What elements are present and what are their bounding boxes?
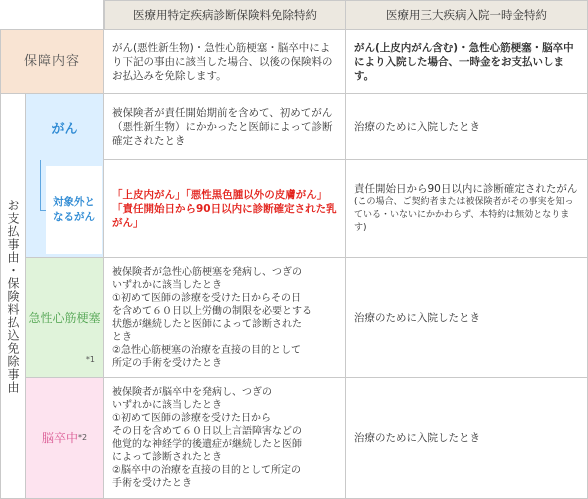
taishougai-label-line1: 対象外と (53, 196, 95, 208)
nousotchu-col2-text: 治療のために入院したとき (354, 432, 480, 444)
kinkou-label: 急性心筋梗塞 (28, 310, 101, 325)
kinkou-mark: *1 (85, 355, 95, 364)
hoshou-label-cell (0, 30, 104, 94)
kinkou-col1-line: ②急性心筋梗塞の治療を直接の目的として (112, 344, 301, 356)
hoshou-col1-cell (104, 30, 346, 94)
gan-connector-vertical (40, 160, 41, 210)
kinkou-label-cell (26, 258, 104, 378)
header-col1-text: 医療用特定疾病診断保険料免除特約 (133, 8, 317, 22)
gan-col2-text: 治療のために入院したとき (354, 120, 480, 133)
nousotchu-col2-cell (346, 378, 588, 499)
taishougai-col2-cell (346, 160, 588, 258)
kinkou-col1-cell (104, 258, 346, 378)
nousotchu-col1-line: 手術を受けたとき (112, 478, 192, 489)
hoshou-label: 保障内容 (23, 53, 80, 69)
gan-col1-cell (104, 94, 346, 160)
side-label: お支払事由・保険料払込免除事由 (6, 198, 20, 394)
header-col1 (104, 0, 346, 30)
kinkou-col2-cell (346, 258, 588, 378)
nousotchu-mark: *2 (77, 433, 88, 442)
header-col2-text: 医療用三大疾病入院一時金特約 (386, 8, 547, 22)
nousotchu-label-cell (26, 378, 104, 499)
nousotchu-col1-line: ②脳卒中の治療を直接の目的として所定の (112, 465, 301, 476)
kinkou-col2-text: 治療のために入院したとき (354, 311, 480, 324)
nousotchu-col1-line: 他覚的な神経学的後遺症が継続したと医師 (112, 439, 302, 450)
gan-col1-text: 被保険者が責任開始期前を含めて、初めてがん（悪性新生物）にかかったと医師によって診断確定されたとき (112, 106, 333, 147)
taishougai-col2-note: (この場合、ご契約者または被保険者がその事実を知っている・いないにかかわらず、本特約は無効となります) (354, 197, 574, 233)
kinkou-col1-line: 所定の手術を受けたとき (112, 357, 222, 369)
hoshou-col2-cell (346, 30, 588, 94)
nousotchu-col1-line: いずれかに該当したとき (112, 400, 222, 411)
gan-col2-cell (346, 94, 588, 160)
gan-label: がん (51, 121, 78, 137)
nousotchu-col1-line: その日を含めて６０日以上言語障害などの (112, 426, 302, 437)
nousotchu-col1-line: 被保険者が脳卒中を発病し、つぎの (112, 387, 272, 398)
hoshou-col2-text: がん(上皮内がん含む)・急性心筋梗塞・脳卒中により入院した場合、一時金をお支払いします。 (354, 41, 574, 82)
header-blank-cell (0, 0, 104, 30)
taishougai-col2-main: 責任開始日から90日以内に診断確定されたがん (354, 183, 578, 195)
taishougai-label-line2: なるがん (53, 211, 95, 223)
taishougai-col1-cell (104, 160, 346, 258)
hoshou-col1-text: がん(悪性新生物)・急性心筋梗塞・脳卒中により下記の事由に該当した場合、以後の保険料のお払込みを免除します。 (112, 41, 333, 82)
nousotchu-col1-cell (104, 378, 346, 499)
side-label-cell (0, 94, 26, 499)
taishougai-col1-line2: 「責任開始日から90日以内に診断確定された乳がん」 (112, 202, 337, 229)
kinkou-col1-line: 状態が継続したと医師によって診断された (112, 318, 302, 330)
taishougai-label-box (46, 166, 102, 254)
taishougai-col1-line1: 「上皮内がん」「悪性黒色腫以外の皮膚がん」 (112, 188, 328, 201)
nousotchu-col1-line: によって診断されたとき (112, 452, 222, 463)
kinkou-col1-line: とき (112, 331, 132, 343)
nousotchu-label: 脳卒中 (41, 431, 78, 445)
kinkou-col1-line: ①初めて医師の診療を受けた日からその日 (112, 292, 301, 304)
nousotchu-col1-line: ①初めて医師の診療を受けた日から (112, 413, 271, 424)
kinkou-col1-line: いずれかに該当したとき (112, 279, 222, 291)
kinkou-col1-line: 被保険者が急性心筋梗塞を発病し、つぎの (112, 266, 302, 278)
header-col2 (346, 0, 588, 30)
kinkou-col1-line: を含めて６０日以上労働の制限を必要とする (112, 305, 312, 317)
gan-label-box (26, 94, 103, 160)
